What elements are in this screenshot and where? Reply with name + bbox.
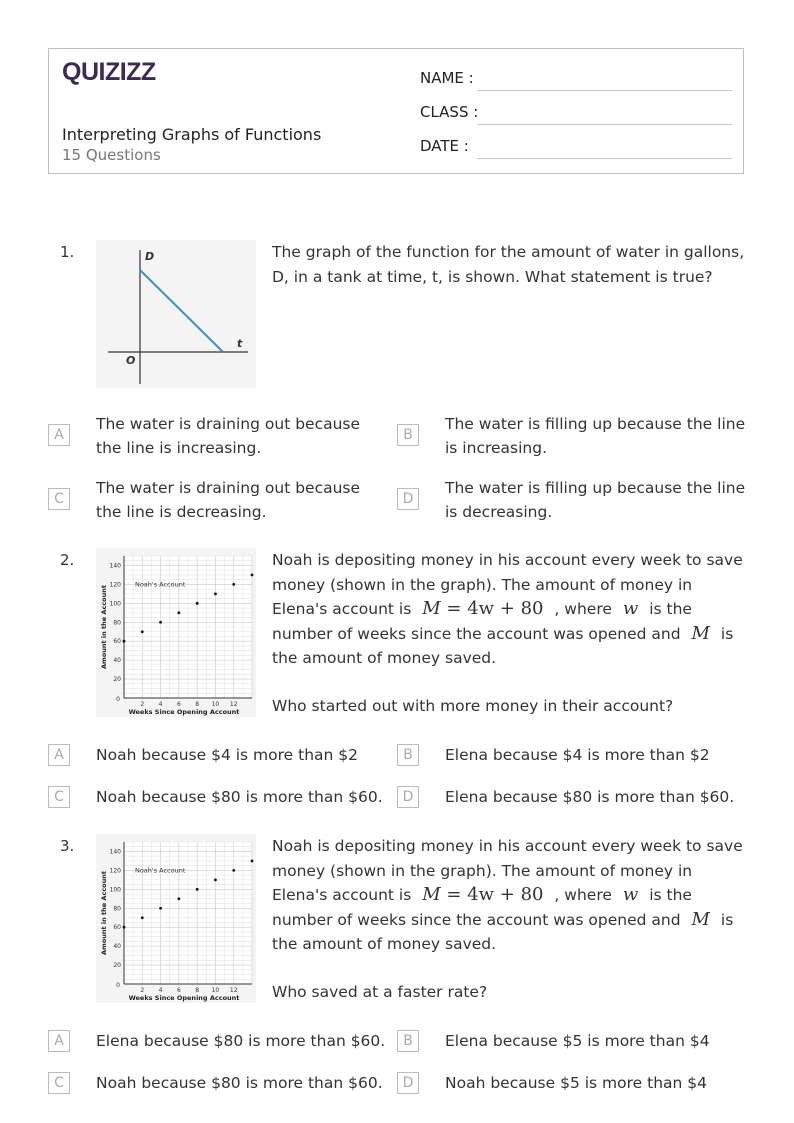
account-scatter-chart [96,834,256,1003]
chart-title: Noah's Account [134,580,186,589]
q1-option-d-box[interactable]: D [397,488,419,510]
q2-option-c-text[interactable]: Noah because $80 is more than $60. [96,788,383,806]
q2-eq-lhs: M [422,598,441,619]
q3-option-a-box[interactable]: A [48,1030,70,1052]
q1-option-b-box[interactable]: B [397,424,419,446]
q2-var-w: w [622,598,639,619]
x-tick-label: 2 [140,701,145,708]
worksheet-title: Interpreting Graphs of Functions [62,125,322,144]
data-point [232,583,235,586]
q3-option-c-text[interactable]: Noah because $80 is more than $60. [96,1074,383,1092]
name-label: NAME : [420,69,474,87]
x-tick-label: 8 [195,701,200,708]
data-point [196,888,199,891]
data-point [177,897,180,900]
x-tick-label: 12 [229,701,238,708]
q2-option-d-text[interactable]: Elena because $80 is more than $60. [445,788,735,806]
q2-var-m: M [691,622,710,644]
date-field[interactable] [420,135,732,159]
q3-option-c-box[interactable]: C [48,1072,70,1094]
q3-option-d-box[interactable]: D [397,1072,419,1094]
date-label: DATE : [420,137,469,155]
q2-equation [422,598,543,619]
y-tick-label: 100 [109,600,121,608]
d-label: D [145,250,155,263]
question-2-number: 2. [60,551,75,569]
y-tick-label: 20 [113,676,121,684]
q3-option-b-text[interactable]: Elena because $5 is more than $4 [445,1032,710,1050]
q3-eq-lhs: M [422,884,441,905]
water-line [140,270,223,352]
x-tick-label: 6 [176,701,181,708]
q1-option-b-text[interactable]: The water is filling up because the line is increasing. [445,415,746,457]
q2-option-b-box[interactable]: B [397,744,419,766]
x-tick-label: 4 [158,701,163,708]
x-tick-label: 2 [140,987,145,994]
date-line[interactable] [477,158,732,159]
q2-text-part-3: is the number of weeks since the account was opened and [272,600,692,643]
question-3-prompt: Who saved at a faster rate? [272,983,488,1001]
data-point [141,630,144,633]
q1-option-d-text[interactable]: The water is filling up because the line is decreasing. [445,479,746,521]
q3-option-a-text[interactable]: Elena because $80 is more than $60. [96,1032,386,1050]
q3-text-part-2: , where [554,886,612,904]
y-tick-label: 120 [109,581,121,589]
q3-equation [422,884,543,905]
data-point [159,907,162,910]
question-3-text [272,834,748,957]
origin-label: O [126,354,136,367]
account-scatter-chart [96,548,256,717]
y-tick-label: 60 [113,638,121,646]
x-tick-label: 4 [158,987,163,994]
x-tick-label: 10 [211,701,220,708]
data-point [251,860,254,863]
class-line[interactable] [477,124,732,125]
q2-option-a-text[interactable]: Noah because $4 is more than $2 [96,746,358,764]
q2-text-part-2: , where [554,600,612,618]
y-tick-label: 60 [113,924,121,932]
question-1-graph [96,240,256,388]
x-tick-label: 8 [195,987,200,994]
q3-eq-rhs: = 4w + 80 [446,884,544,905]
x-tick-label: 10 [211,987,220,994]
name-line[interactable] [477,90,732,91]
q3-var-m: M [691,908,710,930]
data-point [214,878,217,881]
question-count: 15 Questions [62,146,161,164]
data-point [251,574,254,577]
worksheet-header [48,48,744,174]
class-label: CLASS : [420,103,479,121]
question-3-graph [96,834,256,1003]
class-field[interactable] [420,101,732,125]
x-axis-label: Weeks Since Opening Account [128,708,240,716]
data-point [141,916,144,919]
y-tick-label: 100 [109,886,121,894]
q3-option-b-box[interactable]: B [397,1030,419,1052]
y-tick-label: 140 [109,848,121,856]
q3-text-part-4: is the amount of money saved. [272,910,734,953]
y-axis-label: Amount in the Account [100,871,108,955]
y-tick-label: 80 [113,905,121,913]
x-tick-label: 6 [176,987,181,994]
x-axis-label: Weeks Since Opening Account [128,994,240,1002]
data-point [232,869,235,872]
origin-label: 0 [116,696,120,703]
y-tick-label: 40 [113,657,121,665]
data-point [196,602,199,605]
data-point [159,621,162,624]
q3-text-part-1: Noah is depositing money in his account every week to save money (shown in the graph). The amount of money in Elena's account is [272,837,743,904]
question-2-text [272,548,748,671]
x-tick-label: 12 [229,987,238,994]
question-1-number: 1. [60,243,75,261]
y-tick-label: 120 [109,867,121,875]
q3-option-d-text[interactable]: Noah because $5 is more than $4 [445,1074,707,1092]
chart-title: Noah's Account [134,866,186,875]
y-tick-label: 80 [113,619,121,627]
q1-option-c-text[interactable]: The water is draining out because the line is decreasing. [96,479,361,521]
y-tick-label: 140 [109,562,121,570]
question-2-graph [96,548,256,717]
q2-option-b-text[interactable]: Elena because $4 is more than $2 [445,746,710,764]
q1-option-a-box[interactable]: A [48,424,70,446]
q2-option-c-box[interactable]: C [48,786,70,808]
y-tick-label: 20 [113,962,121,970]
data-point [214,592,217,595]
water-tank-graph [96,240,256,388]
y-axis-label: Amount in the Account [100,585,108,669]
q2-option-a-box[interactable]: A [48,744,70,766]
q1-option-a-text[interactable]: The water is draining out because the line is increasing. [96,415,361,457]
data-point [123,640,126,643]
y-tick-label: 40 [113,943,121,951]
q2-text-part-4: is the amount of money saved. [272,624,734,667]
q3-var-w: w [622,884,639,905]
question-1-text: The graph of the function for the amount of water in gallons, D, in a tank at time, t, is shown. What statement is true? [272,243,745,286]
q1-option-c-box[interactable]: C [48,488,70,510]
q2-eq-rhs: = 4w + 80 [446,598,544,619]
question-3-number: 3. [60,837,75,855]
name-field[interactable] [420,67,732,91]
q2-text-part-1: Noah is depositing money in his account every week to save money (shown in the graph). The amount of money in Elena's account is [272,551,743,618]
question-2-prompt: Who started out with more money in their account? [272,697,674,715]
data-point [123,926,126,929]
origin-label: 0 [116,982,120,989]
data-point [177,611,180,614]
quizizz-logo: QUIZIZZ [62,58,156,86]
q2-option-d-box[interactable]: D [397,786,419,808]
q3-text-part-3: is the number of weeks since the account was opened and [272,886,692,929]
t-label: t [237,337,243,350]
